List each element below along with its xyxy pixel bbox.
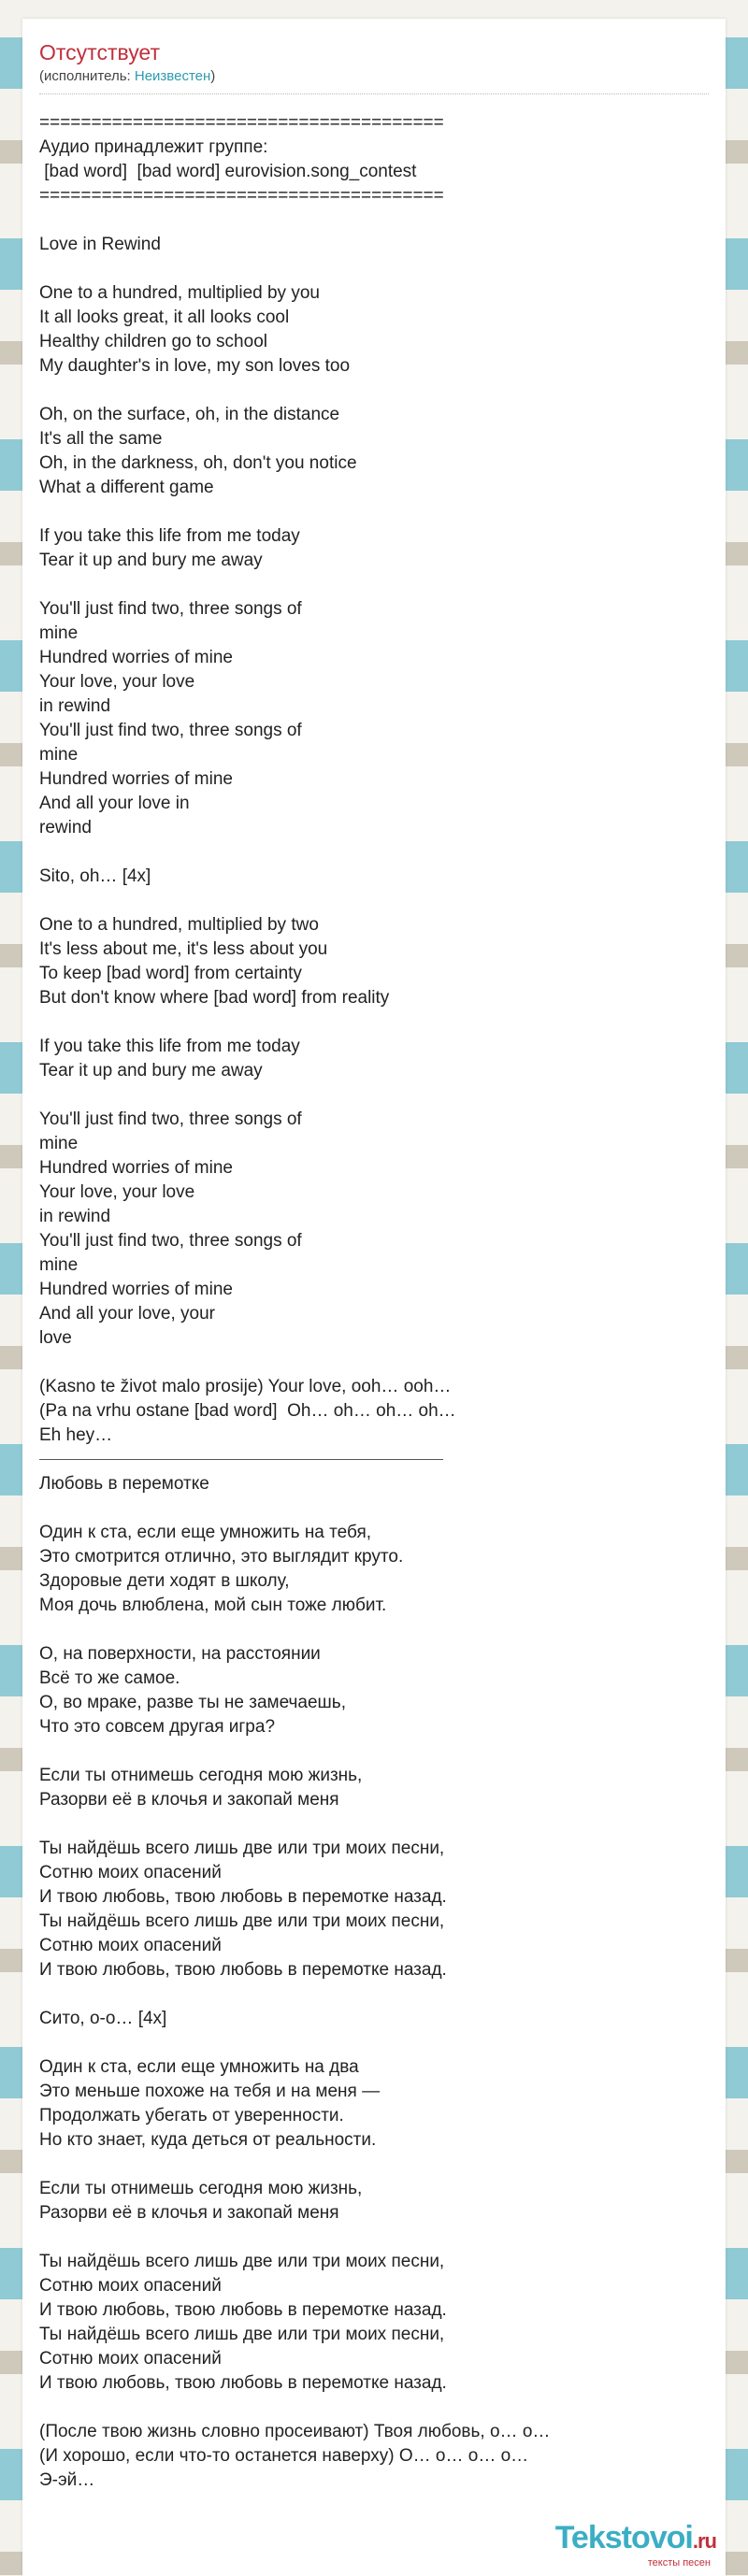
lyric-line: You'll just find two, three songs of xyxy=(39,1231,302,1251)
lyric-line: Продолжать убегать от уверенности. xyxy=(39,2106,344,2125)
lyric-line: Oh, in the darkness, oh, don't you notice xyxy=(39,453,357,473)
lyric-line: ======================================= xyxy=(39,113,444,133)
lyrics-original xyxy=(39,111,709,1448)
lyric-line: Здоровые дети ходят в школу, xyxy=(39,1571,290,1591)
lyric-line: And all your love, your xyxy=(39,1304,215,1324)
lyric-line: Моя дочь влюблена, мой сын тоже любит. xyxy=(39,1596,387,1615)
lyric-line: Сотню моих опасений xyxy=(39,1936,222,1955)
translation-divider xyxy=(39,1459,443,1460)
lyric-line: mine xyxy=(39,623,79,643)
lyric-line: It all looks great, it all looks cool xyxy=(39,308,290,327)
lyric-line: Э-эй… xyxy=(39,2470,95,2490)
lyric-line xyxy=(39,889,709,913)
artist-prefix: (исполнитель: xyxy=(39,68,135,84)
lyric-line: Сотню моих опасений xyxy=(39,1863,222,1882)
lyric-line: Один к ста, если еще умножить на два xyxy=(39,2057,359,2077)
lyric-line: Hundred worries of mine xyxy=(39,1280,233,1299)
lyric-line: Ты найдёшь всего лишь две или три моих песни, xyxy=(39,1911,445,1931)
lyric-line: (Kasno te život malo prosije) Your love, ooh… ooh… xyxy=(39,1377,452,1396)
lyric-line xyxy=(39,2225,709,2250)
song-title: Отсутствует xyxy=(39,40,160,64)
lyric-line: О, во мраке, разве ты не замечаешь, xyxy=(39,1693,346,1712)
lyric-line: Сотню моих опасений xyxy=(39,2276,222,2296)
lyric-line: Healthy children go to school xyxy=(39,332,267,351)
lyric-line xyxy=(39,1982,709,2007)
lyric-line: To keep [bad word] from certainty xyxy=(39,964,302,983)
lyric-line: И твою любовь, твою любовь в перемотке назад. xyxy=(39,1887,447,1907)
lyric-line: Аудио принадлежит группе: xyxy=(39,137,268,157)
lyric-line: Ты найдёшь всего лишь две или три моих песни, xyxy=(39,1839,445,1858)
lyric-line: Что это совсем другая игра? xyxy=(39,1717,276,1737)
lyric-line: [bad word] [bad word] eurovision.song_contest xyxy=(39,162,417,181)
lyric-line: One to a hundred, multiplied by two xyxy=(39,915,319,935)
lyric-line: Один к ста, если еще умножить на тебя, xyxy=(39,1523,372,1542)
lyric-line: You'll just find two, three songs of xyxy=(39,721,302,740)
lyric-line: Hundred worries of mine xyxy=(39,648,233,667)
lyric-line: О, на поверхности, на расстоянии xyxy=(39,1644,321,1664)
lyric-line: И твою любовь, твою любовь в перемотке назад. xyxy=(39,2373,447,2393)
lyric-line xyxy=(39,2396,709,2420)
lyric-line: in rewind xyxy=(39,696,111,716)
lyric-line xyxy=(39,1618,709,1642)
lyric-line xyxy=(39,379,709,403)
lyric-line: (И хорошо, если что-то останется наверху) О… о… о… о… xyxy=(39,2446,529,2466)
lyric-line: Love in Rewind xyxy=(39,235,161,254)
lyric-line xyxy=(39,2031,709,2055)
lyric-line: Tear it up and bury me away xyxy=(39,1061,263,1080)
lyric-line: But don't know where [bad word] from reality xyxy=(39,988,390,1008)
lyric-line: If you take this life from me today xyxy=(39,526,300,546)
lyric-line: И твою любовь, твою любовь в перемотке назад. xyxy=(39,1960,447,1980)
lyric-line: Sito, oh… [4x] xyxy=(39,866,151,886)
lyric-line: What a different game xyxy=(39,478,214,497)
lyric-line: Сито, о-о… [4x] xyxy=(39,2009,167,2028)
lyric-line xyxy=(39,1496,709,1521)
lyric-line: (После твою жизнь словно просеивают) Твоя любовь, о… о… xyxy=(39,2422,551,2441)
lyrics-body xyxy=(22,94,726,2493)
logo-tld: .ru xyxy=(692,2529,716,2553)
lyric-line xyxy=(39,257,709,281)
lyric-line: Но кто знает, куда деться от реальности. xyxy=(39,2130,377,2150)
lyric-line: Сотню моих опасений xyxy=(39,2349,222,2368)
lyric-line xyxy=(39,2153,709,2177)
lyric-line: If you take this life from me today xyxy=(39,1037,300,1056)
lyric-line: You'll just find two, three songs of xyxy=(39,599,302,619)
artist-link[interactable]: Неизвестен xyxy=(134,68,211,84)
lyric-line: Eh hey… xyxy=(39,1425,113,1445)
lyric-line: And all your love in xyxy=(39,794,190,813)
lyric-line: Ты найдёшь всего лишь две или три моих песни, xyxy=(39,2252,445,2271)
lyric-line: love xyxy=(39,1328,72,1348)
lyric-line: Если ты отнимешь сегодня мою жизнь, xyxy=(39,1766,363,1785)
lyric-line: You'll just find two, three songs of xyxy=(39,1109,302,1129)
lyric-line: rewind xyxy=(39,818,92,837)
logo-name: Tekstovoi xyxy=(554,2520,693,2555)
lyric-line: Oh, on the surface, oh, in the distance xyxy=(39,405,340,424)
lyric-line: mine xyxy=(39,745,79,765)
lyric-line xyxy=(39,208,709,233)
lyric-line: Разорви её в клочья и закопай меня xyxy=(39,1790,339,1810)
lyric-line: Your love, your love xyxy=(39,1182,195,1202)
lyric-line: ======================================= xyxy=(39,186,444,206)
lyric-line: mine xyxy=(39,1255,79,1275)
lyric-line: Если ты отнимешь сегодня мою жизнь, xyxy=(39,2179,363,2198)
lyric-line: Ты найдёшь всего лишь две или три моих песни, xyxy=(39,2325,445,2344)
lyric-line xyxy=(39,1739,709,1764)
song-header xyxy=(22,19,726,86)
lyric-line xyxy=(39,1083,709,1108)
lyric-line xyxy=(39,1812,709,1837)
lyrics-card xyxy=(22,19,726,2576)
site-logo[interactable] xyxy=(555,2522,716,2569)
lyrics-translation xyxy=(39,1472,709,2493)
artist-suffix: ) xyxy=(210,68,216,84)
lyric-line: Всё то же самое. xyxy=(39,1668,180,1688)
lyric-line: Это смотрится отлично, это выглядит круто. xyxy=(39,1547,404,1567)
lyric-line: One to a hundred, multiplied by you xyxy=(39,283,320,303)
lyric-line xyxy=(39,573,709,597)
lyric-line: Любовь в перемотке xyxy=(39,1474,209,1494)
lyric-line: И твою любовь, твою любовь в перемотке назад. xyxy=(39,2300,447,2320)
lyric-line: Your love, your love xyxy=(39,672,195,692)
artist-line xyxy=(39,67,709,86)
lyric-line xyxy=(39,500,709,524)
logo-wordmark xyxy=(555,2522,716,2557)
lyric-line: Hundred worries of mine xyxy=(39,1158,233,1178)
lyric-line: in rewind xyxy=(39,1207,111,1226)
lyric-line: Hundred worries of mine xyxy=(39,769,233,789)
lyric-line: Tear it up and bury me away xyxy=(39,551,263,570)
lyric-line: It's all the same xyxy=(39,429,163,449)
lyric-line: It's less about me, it's less about you xyxy=(39,939,328,959)
lyric-line xyxy=(39,1351,709,1375)
lyric-line xyxy=(39,840,709,865)
lyric-line: mine xyxy=(39,1134,79,1153)
logo-tagline: тексты песен xyxy=(647,2557,711,2569)
lyric-line: My daughter's in love, my son loves too xyxy=(39,356,351,376)
lyric-line: (Pa na vrhu ostane [bad word] Oh… oh… oh… oh… xyxy=(39,1401,456,1421)
lyric-line: Разорви её в клочья и закопай меня xyxy=(39,2203,339,2223)
lyric-line xyxy=(39,1010,709,1035)
lyric-line: Это меньше похоже на тебя и на меня — xyxy=(39,2082,381,2101)
